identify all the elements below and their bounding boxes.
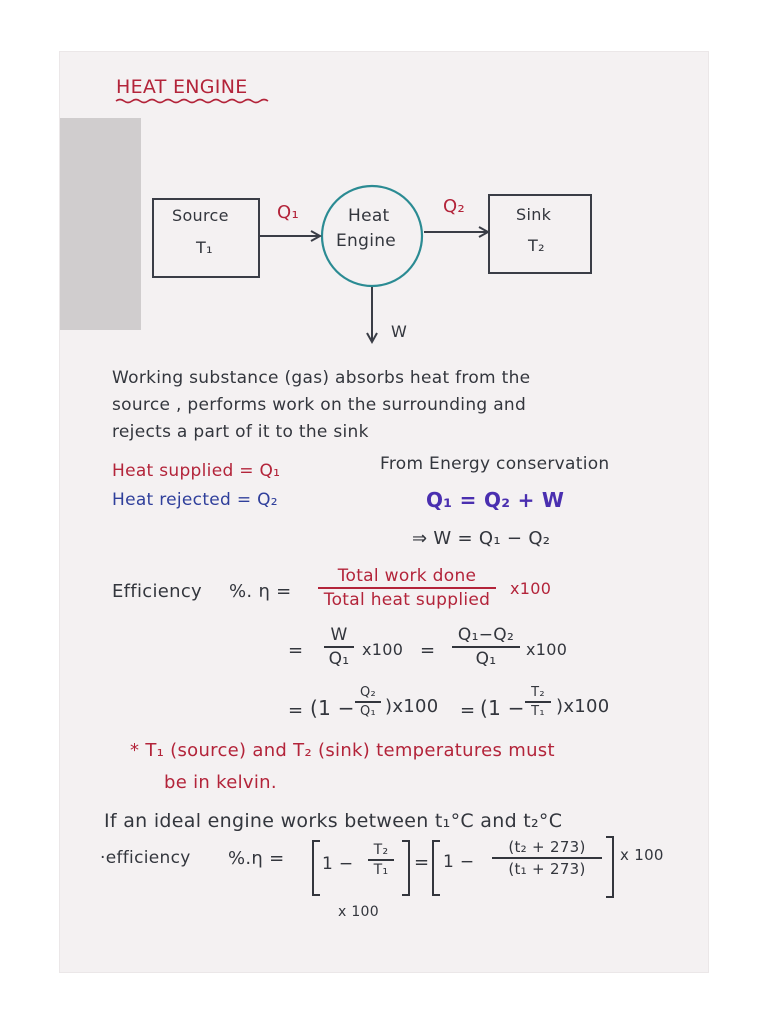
q1-denominator: Q₁ — [475, 649, 497, 669]
fraction-bar — [492, 857, 602, 859]
q2-over-q1 — [355, 685, 381, 719]
note-line-1: * T₁ (source) and T₂ (sink) temperatures must — [130, 740, 555, 761]
q2-numerator: Q₂ — [359, 685, 377, 700]
fraction-bar — [318, 587, 496, 589]
description-line-1: Working substance (gas) absorbs heat from the — [112, 368, 531, 388]
fraction-bar — [368, 859, 394, 861]
left-bracket-2 — [432, 840, 440, 896]
ideal-efficiency-label: ·efficiency — [100, 848, 191, 868]
efficiency-times100: x100 — [510, 579, 552, 598]
efficiency-fraction — [318, 566, 496, 610]
q1-denominator: Q₁ — [328, 649, 350, 669]
one-minus-1: (1 − — [310, 696, 355, 720]
t2-numerator: T₂ — [531, 685, 545, 700]
ideal-t2-over-t1 — [368, 842, 394, 878]
source-temp: T₁ — [196, 238, 213, 257]
fraction-bar — [324, 646, 354, 648]
page-title: HEAT ENGINE — [116, 76, 248, 98]
efficiency-label: Efficiency — [112, 581, 202, 602]
q1-minus-q2-numerator: Q₁−Q₂ — [457, 625, 515, 645]
eq-sign-3: = — [288, 700, 304, 721]
right-bracket-2 — [606, 836, 614, 898]
work-equation: ⇒ W = Q₁ − Q₂ — [412, 528, 551, 549]
t2-numerator: T₂ — [373, 842, 389, 858]
right-bracket-1 — [402, 840, 410, 896]
close-times100-2: )x100 — [556, 696, 610, 717]
t1-plus-273: (t₁ + 273) — [508, 860, 586, 878]
sink-label: Sink — [516, 205, 552, 224]
q1-label: Q₁ — [277, 202, 299, 223]
fraction-bar — [525, 701, 551, 703]
q1-denominator: Q₁ — [359, 704, 377, 719]
efficiency-denominator: Total heat supplied — [323, 590, 491, 610]
source-label: Source — [172, 206, 229, 225]
times100-2: x100 — [526, 640, 568, 659]
ideal-efficiency-symbol: %.η = — [228, 848, 285, 869]
eq-sign-4: = — [460, 700, 476, 721]
heat-supplied: Heat supplied = Q₁ — [112, 461, 281, 481]
efficiency-symbol: %. η = — [229, 581, 292, 602]
t1-denominator: T₁ — [531, 704, 545, 719]
engine-label-line2: Engine — [336, 231, 397, 251]
q1-minus-q2-over-q1 — [452, 625, 520, 669]
ideal-times100: x 100 — [620, 846, 664, 864]
energy-equation: Q₁ = Q₂ + W — [426, 488, 565, 512]
ideal-eq-sign: = — [414, 852, 430, 873]
ideal-one-minus-1: 1 − — [322, 854, 354, 874]
ideal-engine-line: If an ideal engine works between t₁°C and t₂°C — [104, 810, 563, 832]
energy-conservation-label: From Energy conservation — [380, 454, 610, 474]
left-bracket-1 — [312, 840, 320, 896]
ideal-times100-below: x 100 — [338, 904, 379, 920]
ideal-one-minus-2: 1 − — [443, 852, 475, 872]
t1-denominator: T₁ — [373, 862, 389, 878]
eq-sign-1: = — [288, 640, 304, 661]
fraction-bar — [355, 701, 381, 703]
description-line-2: source , performs work on the surrounding and — [112, 395, 527, 415]
w-numerator: W — [330, 625, 348, 645]
q2-label: Q₂ — [443, 196, 465, 217]
engine-label-line1: Heat — [348, 206, 390, 226]
w-over-q1 — [324, 625, 354, 669]
ideal-temp-fraction — [492, 838, 602, 878]
sink-temp: T₂ — [528, 236, 545, 255]
close-times100-1: )x100 — [385, 696, 439, 717]
note-line-2: be in kelvin. — [164, 772, 277, 793]
times100-1: x100 — [362, 640, 404, 659]
fraction-bar — [452, 646, 520, 648]
description-line-3: rejects a part of it to the sink — [112, 422, 369, 442]
eq-sign-2: = — [420, 640, 436, 661]
work-label: W — [391, 322, 408, 341]
heat-rejected: Heat rejected = Q₂ — [112, 490, 278, 510]
one-minus-2: (1 − — [480, 696, 525, 720]
t2-over-t1 — [525, 685, 551, 719]
t2-plus-273: (t₂ + 273) — [508, 838, 586, 856]
efficiency-numerator: Total work done — [337, 566, 477, 586]
